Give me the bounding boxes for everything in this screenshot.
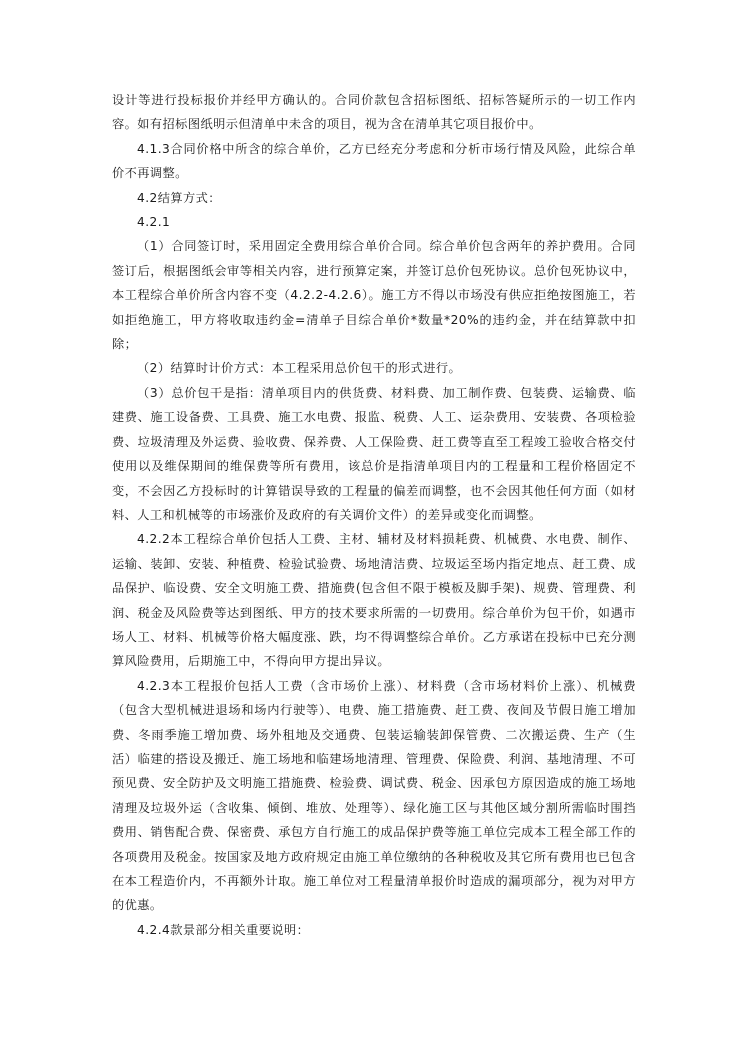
paragraph-4-2-1-item-3: （3）总价包干是指：清单项目内的供货费、材料费、加工制作费、包装费、运输费、临建费、施工设备费、工具费、施工水电费、报监、税费、人工、运杂费用、安装费、各项检验费、垃圾清理及外运费、验收费、保养费、人工保险费、赶工费等直至工程竣工验收合格交付使用以及维保期间的维保费等所有费用，该总价是指清单项目内的工程量和工程价格固定不变，不会因乙方投标时的计算错误导致的工程量的偏差而调整，也不会因其他任何方面（如材料、人工和机械等的市场涨价及政府的有关调价文件）的差异或变化而调整。	[112, 385, 636, 522]
heading-4-2-1: 4.2.1	[137, 215, 171, 230]
paragraph-4-2-2: 4.2.2本工程综合单价包括人工费、主材、辅材及材料损耗费、机械费、水电费、制作、运输、装卸、安装、种植费、检验试验费、场地清洁费、垃圾运至场内指定地点、赶工费、成品保护、临设费、安全文明施工费、措施费(包含但不限于模板及脚手架)、规费、管理费、利润、税金及风险费等达到图纸、甲方的技术要求所需的一切费用。综合单价为包干价，如遇市场人工、材料、机械等价格大幅度涨、跌，均不得调整综合单价。乙方承诺在投标中已充分测算风险费用，后期施工中，不得向甲方提出异议。	[112, 532, 636, 669]
paragraph-4-1-3: 4.1.3合同价格中所含的综合单价，乙方已经充分考虑和分析市场行情及风险，此综合单价不再调整。	[112, 141, 636, 181]
heading-4-2-settlement: 4.2结算方式：	[137, 190, 221, 205]
heading-4-2-4: 4.2.4款景部分相关重要说明：	[137, 922, 310, 937]
paragraph-4-2-3: 4.2.3本工程报价包括人工费（含市场价上涨）、材料费（含市场材料价上涨）、机械费（包含大型机械进退场和场内行驶等）、电费、施工措施费、赶工费、夜间及节假日施工增加费、冬雨季施工增加费、场外租地及交通费、包装运输装卸保管费、二次搬运费、生产（生活）临建的搭设及搬迁、施工场地和临建场地清理、管理费、保险费、利润、基地清理、不可预见费、安全防护及文明施工措施费、检验费、调试费、税金、因承包方原因造成的施工场地清理及垃圾外运（含收集、倾倒、堆放、处理等）、绿化施工区与其他区域分割所需临时围挡费用、销售配合费、保密费、承包方自行施工的成品保护费等施工单位完成本工程全部工作的各项费用及税金。按国家及地方政府规定由施工单位缴纳的各种税收及其它所有费用也已包含在本工程造价内，不再额外计取。施工单位对工程量清单报价时造成的漏项部分，视为对甲方的优惠。	[112, 678, 636, 913]
paragraph-4-2-1-item-1: （1）合同签订时，采用固定全费用综合单价合同。综合单价包含两年的养护费用。合同签订后，根据图纸会审等相关内容，进行预算定案，并签订总价包死协议。总价包死协议中，本工程综合单价所含内容不变（4.2.2-4.2.6）。施工方不得以市场没有供应拒绝按图施工，若如拒绝施工，甲方将收取违约金=清单子目综合单价*数量*20%的违约金，并在结算款中扣除；	[112, 239, 636, 352]
paragraph-contract-scope: 设计等进行投标报价并经甲方确认的。合同价款包含招标图纸、招标答疑所示的一切工作内容。如有招标图纸明示但清单中未含的项目，视为含在清单其它项目报价中。	[112, 93, 636, 132]
paragraph-4-2-1-item-2: （2）结算时计价方式：本工程采用总价包干的形式进行。	[137, 361, 462, 376]
document-body	[112, 88, 636, 942]
